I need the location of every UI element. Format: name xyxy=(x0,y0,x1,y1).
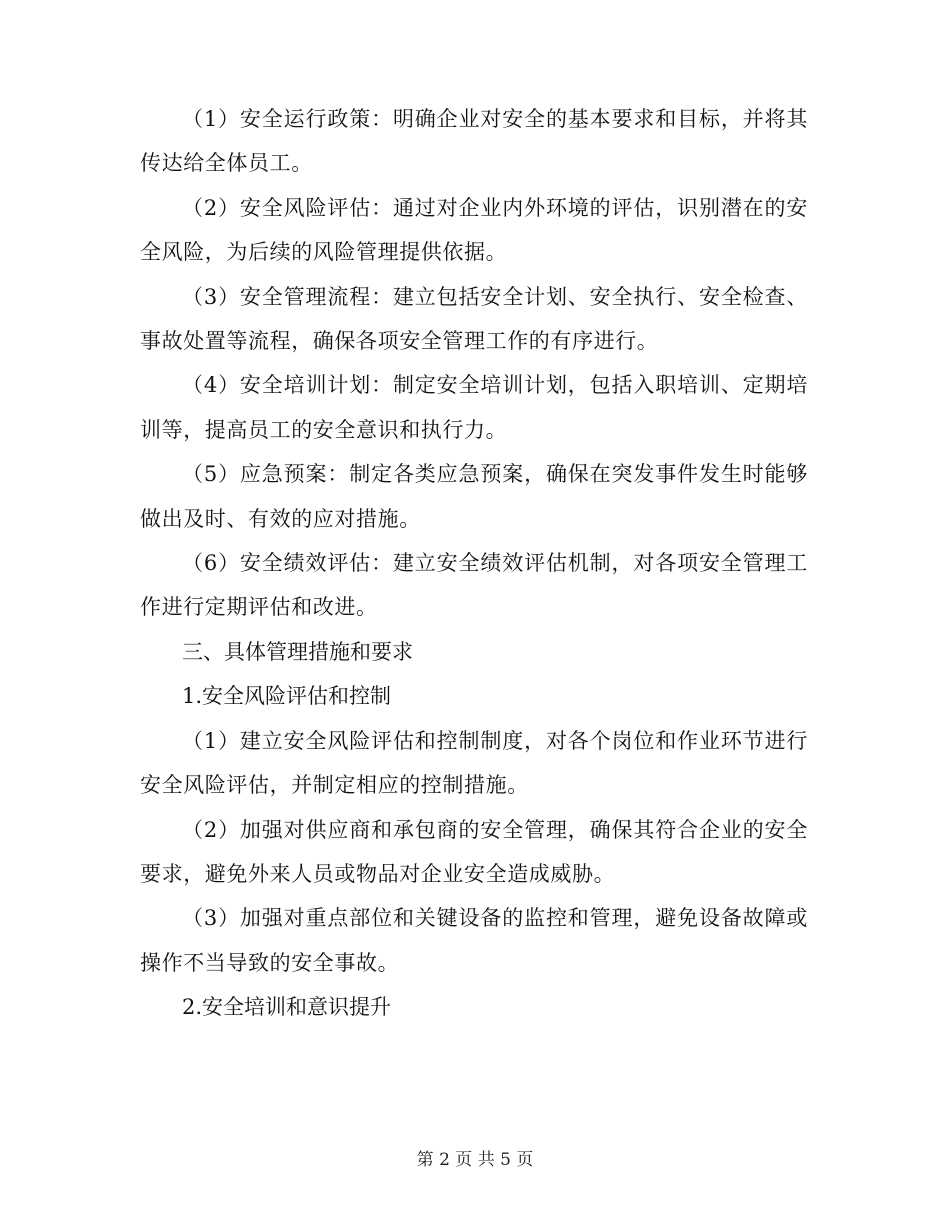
paragraph-performance-evaluation: （6）安全绩效评估：建立安全绩效评估机制，对各项安全管理工作进行定期评估和改进。 xyxy=(140,551,808,620)
subsection-heading-risk-control: 1.安全风险评估和控制 xyxy=(182,684,392,709)
paragraph-safety-policy: （1）安全运行政策：明确企业对安全的基本要求和目标，并将其传达给全体员工。 xyxy=(140,107,808,176)
paragraph-management-process: （3）安全管理流程：建立包括安全计划、安全执行、安全检查、事故处置等流程，确保各项安全管理工作的有序进行。 xyxy=(140,284,808,354)
section-heading-measures: 三、具体管理措施和要求 xyxy=(182,639,413,664)
paragraph-training-plan: （4）安全培训计划：制定安全培训计划，包括入职培训、定期培训等，提高员工的安全意识和执行力。 xyxy=(140,373,808,442)
page-number-footer: 第 2 页 共 5 页 xyxy=(416,1150,534,1170)
subsection-heading-training: 2.安全培训和意识提升 xyxy=(182,995,392,1020)
paragraph-risk-assessment: （2）安全风险评估：通过对企业内外环境的评估，识别潜在的安全风险，为后续的风险管理提供依据。 xyxy=(140,195,808,265)
paragraph-supplier-management: （2）加强对供应商和承包商的安全管理，确保其符合企业的安全要求，避免外来人员或物品对企业安全造成威胁。 xyxy=(140,817,808,886)
paragraph-equipment-monitoring: （3）加强对重点部位和关键设备的监控和管理，避免设备故障或操作不当导致的安全事故。 xyxy=(140,906,808,975)
paragraph-risk-control-system: （1）建立安全风险评估和控制制度，对各个岗位和作业环节进行安全风险评估，并制定相应的控制措施。 xyxy=(140,728,808,798)
document-body xyxy=(140,97,808,1030)
paragraph-emergency-plan: （5）应急预案：制定各类应急预案，确保在突发事件发生时能够做出及时、有效的应对措施。 xyxy=(140,462,808,531)
